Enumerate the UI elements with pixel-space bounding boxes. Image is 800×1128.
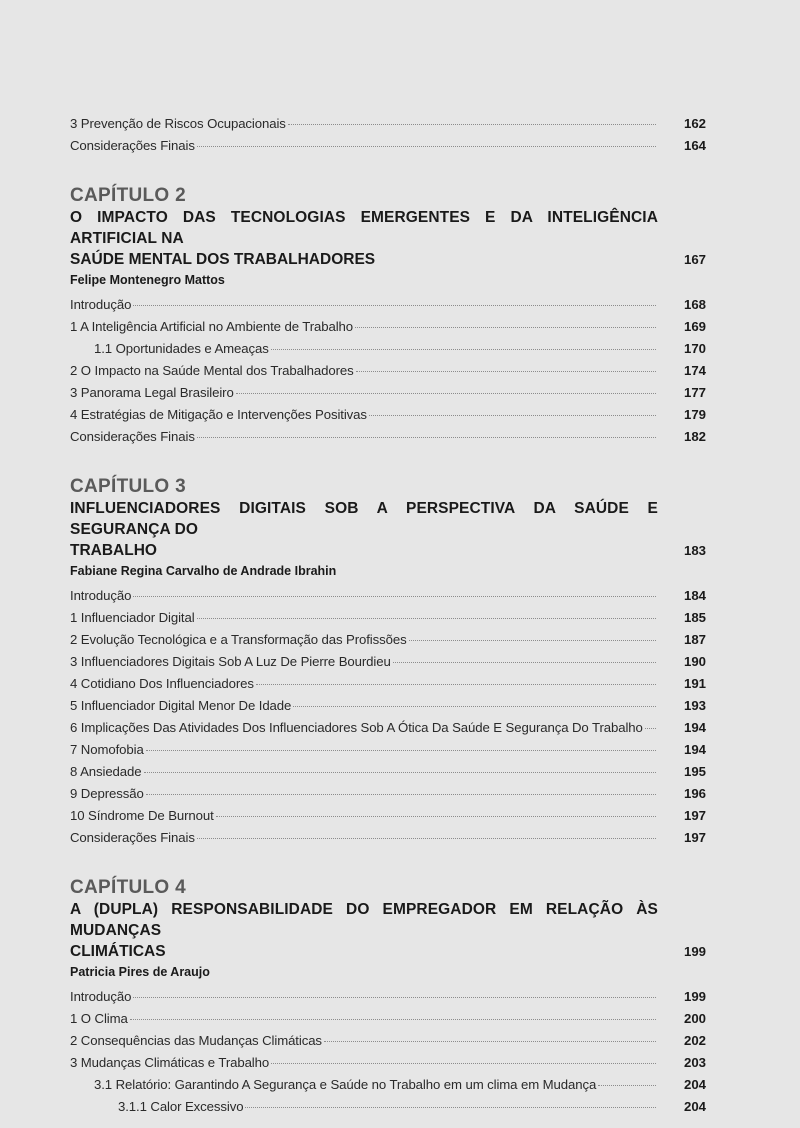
dot-leader [130, 1019, 656, 1020]
toc-entry-title: 3.1.1 Calor Excessivo [118, 1099, 244, 1114]
toc-entry[interactable] [70, 607, 706, 629]
chapter-page: 199 [683, 944, 706, 959]
toc-entry-page: 196 [683, 786, 706, 801]
toc-entry-page: 170 [683, 341, 706, 356]
toc-entry-title: 3 Influenciadores Digitais Sob A Luz De Pierre Bourdieu [70, 654, 391, 669]
toc-entry-page: 194 [683, 742, 706, 757]
toc-entry-title: 3 Mudanças Climáticas e Trabalho [70, 1055, 270, 1070]
toc-entry-page: 199 [683, 989, 706, 1004]
dot-leader [293, 706, 656, 707]
toc-entry[interactable] [70, 1052, 706, 1074]
toc-entry[interactable] [70, 783, 706, 805]
chapter-title[interactable]: O IMPACTO DAS TECNOLOGIAS EMERGENTES E DA INTELIGÊNCIA ARTIFICIAL NA [70, 209, 658, 247]
dot-leader [355, 327, 656, 328]
toc-entry-title: 3 Panorama Legal Brasileiro [70, 385, 234, 400]
toc-entry-page: 179 [683, 407, 706, 422]
dot-leader [133, 997, 656, 998]
dot-leader [324, 1041, 656, 1042]
chapter-title-line2: CLIMÁTICAS [70, 943, 166, 960]
dot-leader [369, 415, 656, 416]
chapter-section [70, 185, 706, 448]
toc-entry[interactable] [70, 827, 706, 849]
toc-entry-page: 193 [683, 698, 706, 713]
toc-entry-page: 185 [683, 610, 706, 625]
chapter-section [70, 877, 706, 1118]
toc-entry-title: 10 Síndrome De Burnout [70, 808, 214, 823]
toc-entry-title: Introdução [70, 588, 132, 603]
toc-entry-page: 177 [683, 385, 706, 400]
toc-entry-page: 184 [683, 588, 706, 603]
chapter-title-line2: SAÚDE MENTAL DOS TRABALHADORES [70, 251, 376, 268]
dot-leader [393, 662, 656, 663]
toc-entry[interactable] [70, 404, 706, 426]
toc-entry-page: 203 [683, 1055, 706, 1070]
toc-entry-page: 182 [683, 429, 706, 444]
toc-entry-title: 4 Estratégias de Mitigação e Intervenções Positivas [70, 407, 367, 422]
toc-entry-title: 2 Consequências das Mudanças Climáticas [70, 1033, 322, 1048]
toc-entry[interactable] [70, 113, 706, 135]
toc-entry-title: Considerações Finais [70, 138, 195, 153]
dot-leader [146, 794, 656, 795]
chapter-title[interactable]: A (DUPLA) RESPONSABILIDADE DO EMPREGADOR EM RELAÇÃO ÀS MUDANÇAS [70, 901, 658, 939]
toc-entry[interactable] [70, 135, 706, 157]
toc-entry-title: Considerações Finais [70, 830, 195, 845]
dot-leader [356, 371, 656, 372]
dot-leader [197, 618, 656, 619]
toc-entry[interactable] [70, 651, 706, 673]
dot-leader [256, 684, 656, 685]
dot-leader [245, 1107, 656, 1108]
toc-entry[interactable] [70, 382, 706, 404]
toc-entry[interactable] [70, 673, 706, 695]
toc-entry-page: 197 [683, 808, 706, 823]
toc-entry-title: 1 Influenciador Digital [70, 610, 195, 625]
toc-entry-page: 195 [683, 764, 706, 779]
table-of-contents [70, 113, 706, 1118]
toc-entry-title: 8 Ansiedade [70, 764, 142, 779]
toc-entry-title: 4 Cotidiano Dos Influenciadores [70, 676, 254, 691]
toc-entry-title: 3 Prevenção de Riscos Ocupacionais [70, 116, 286, 131]
dot-leader [197, 838, 656, 839]
dot-leader [146, 750, 656, 751]
toc-entry-page: 197 [683, 830, 706, 845]
toc-entry-page: 168 [683, 297, 706, 312]
toc-entry-title: Introdução [70, 989, 132, 1004]
toc-entry-page: 169 [683, 319, 706, 334]
toc-entry[interactable] [70, 717, 706, 739]
toc-entry-page: 202 [683, 1033, 706, 1048]
chapter-page: 167 [683, 252, 706, 267]
toc-entry-page: 194 [683, 720, 706, 735]
toc-entry-title: Introdução [70, 297, 132, 312]
chapter-title-continued[interactable] [70, 941, 706, 962]
dot-leader [236, 393, 656, 394]
toc-entry-page: 191 [683, 676, 706, 691]
toc-entry[interactable] [70, 805, 706, 827]
dot-leader [144, 772, 657, 773]
toc-entry[interactable] [70, 1074, 706, 1096]
toc-entry[interactable] [70, 695, 706, 717]
toc-entry[interactable] [70, 986, 706, 1008]
toc-entry-title: 1 A Inteligência Artificial no Ambiente de Trabalho [70, 319, 354, 334]
toc-entry-page: 187 [683, 632, 706, 647]
toc-entry[interactable] [70, 585, 706, 607]
dot-leader [288, 124, 656, 125]
toc-entry-title: Considerações Finais [70, 429, 195, 444]
toc-entry-page: 162 [683, 116, 706, 131]
dot-leader [645, 728, 656, 729]
toc-entry-page: 204 [683, 1077, 706, 1092]
toc-entry-page: 164 [683, 138, 706, 153]
toc-entry[interactable] [70, 629, 706, 651]
dot-leader [216, 816, 656, 817]
toc-entry-title: 2 Evolução Tecnológica e a Transformação das Profissões [70, 632, 407, 647]
toc-entry-title: 1 O Clima [70, 1011, 128, 1026]
toc-entry[interactable] [70, 316, 706, 338]
dot-leader [271, 1063, 656, 1064]
toc-entry[interactable] [70, 739, 706, 761]
toc-entry[interactable] [70, 338, 706, 360]
chapter-label: CAPÍTULO 4 [70, 877, 186, 898]
chapter-label: CAPÍTULO 2 [70, 185, 186, 206]
toc-entry-page: 174 [683, 363, 706, 378]
dot-leader [197, 437, 656, 438]
toc-entry-page: 190 [683, 654, 706, 669]
dot-leader [133, 305, 656, 306]
dot-leader [598, 1085, 656, 1086]
chapter-title-continued[interactable] [70, 540, 706, 561]
toc-entry-title: 1.1 Oportunidades e Ameaças [94, 341, 269, 356]
toc-entry-title: 6 Implicações Das Atividades Dos Influenciadores Sob A Ótica Da Saúde E Segurança Do Trabalho [70, 720, 643, 735]
chapter-title[interactable]: INFLUENCIADORES DIGITAIS SOB A PERSPECTIVA DA SAÚDE E SEGURANÇA DO [70, 500, 658, 538]
toc-entry-page: 204 [683, 1099, 706, 1114]
chapter-author: Patricia Pires de Araujo [70, 965, 210, 979]
toc-entry[interactable] [70, 426, 706, 448]
toc-entry-title: 2 O Impacto na Saúde Mental dos Trabalhadores [70, 363, 354, 378]
toc-entry-title: 5 Influenciador Digital Menor De Idade [70, 698, 292, 713]
chapter-page: 183 [683, 543, 706, 558]
toc-entry[interactable] [70, 294, 706, 316]
toc-entry[interactable] [70, 1096, 706, 1118]
dot-leader [133, 596, 656, 597]
toc-entry-title: 3.1 Relatório: Garantindo A Segurança e Saúde no Trabalho em um clima em Mudança [94, 1077, 597, 1092]
chapter-section [70, 476, 706, 849]
toc-entry-page: 200 [683, 1011, 706, 1026]
chapter-title-line2: TRABALHO [70, 542, 157, 559]
toc-entry-title: 7 Nomofobia [70, 742, 144, 757]
chapter-title-continued[interactable] [70, 249, 706, 270]
toc-entry[interactable] [70, 360, 706, 382]
chapter-author: Felipe Montenegro Mattos [70, 273, 225, 287]
toc-entry[interactable] [70, 1008, 706, 1030]
toc-entry[interactable] [70, 761, 706, 783]
toc-entry[interactable] [70, 1030, 706, 1052]
chapter-author: Fabiane Regina Carvalho de Andrade Ibrahin [70, 564, 337, 578]
toc-entry-title: 9 Depressão [70, 786, 144, 801]
dot-leader [409, 640, 656, 641]
dot-leader [271, 349, 656, 350]
dot-leader [197, 146, 656, 147]
chapter-label: CAPÍTULO 3 [70, 476, 186, 497]
